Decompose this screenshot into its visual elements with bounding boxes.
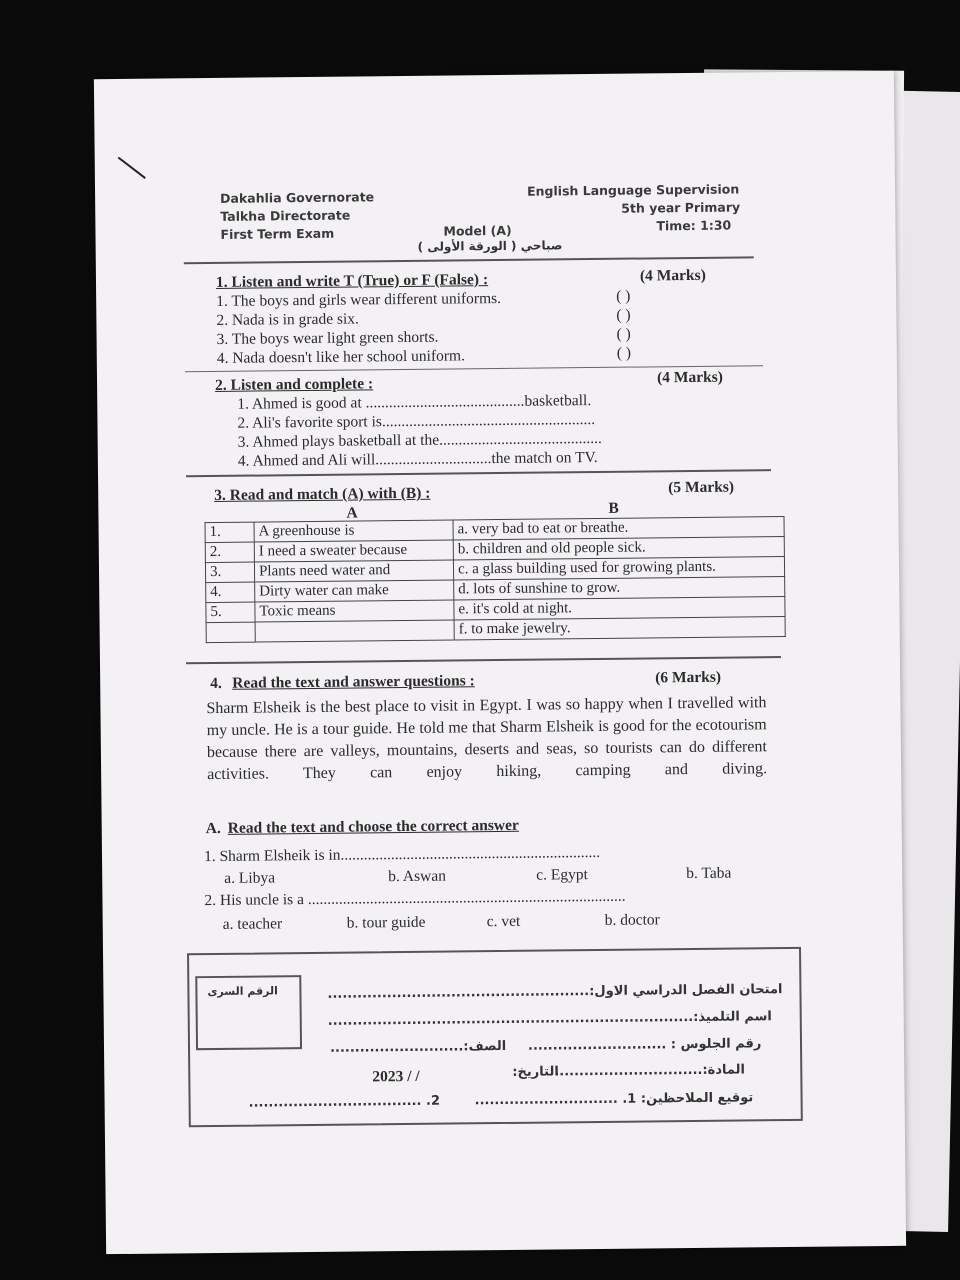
q1-answer-blank[interactable]: ( ) [616,344,632,362]
subject-line: المادة:.............................. [554,1062,745,1080]
seat-number-line: رقم الجلوس : ............................ [527,1036,762,1054]
column-b-cell: e. it's cold at night. [454,597,785,620]
q4-marks: (6 Marks) [655,668,722,687]
student-name-line: اسم التلميذ:.......................................................................... [327,1009,772,1029]
date-value: 2023 / / [372,1067,420,1086]
row-number: 5. [206,602,255,623]
column-b-cell: b. children and old people sick. [453,537,784,560]
header-governorate: Dakahlia Governorate [220,189,375,206]
mcq-question: 2. His uncle is a .................................................................................. [204,887,626,910]
header-supervision: English Language Supervision [526,181,740,199]
q1-item: 4. Nada doesn't like her school uniform. [216,347,466,367]
exam-paper [94,71,906,1254]
header-year: 5th year Primary [621,199,741,216]
q2-divider [186,469,771,477]
row-number: 2. [205,542,254,563]
mcq-option[interactable]: a. Libya [224,869,276,887]
q1-item: 2. Nada is in grade six. [216,310,359,329]
q1-item: 1. The boys and girls wear different uniforms. [216,289,502,310]
header-divider [184,256,754,264]
pen-mark [118,157,146,179]
column-a-cell: I need a sweater because [254,540,453,562]
q4-title: Read the text and answer questions : [232,672,475,692]
column-a-cell: Dirty water can make [255,580,454,602]
header-exam: First Term Exam [220,225,335,242]
q1-answer-blank[interactable]: ( ) [616,287,631,305]
mcq-option[interactable]: b. doctor [604,911,660,929]
class-line: الصف:........................... [329,1038,507,1056]
mcq-option[interactable]: b. Aswan [388,867,447,886]
q2-item: 4. Ahmed and Ali will..............................the match on TV. [237,448,598,470]
header-model: Model (A) [443,222,512,239]
column-a-cell: A greenhouse is [254,520,453,542]
column-a-cell: Plants need water and [254,560,453,582]
q3-column-b: B [608,499,619,517]
column-b-cell: d. lots of sunshine to grow. [454,577,785,600]
q2-item: 2. Ali's favorite sport is....................................................... [237,410,596,432]
column-b-cell: c. a glass building used for growing plants. [453,557,784,580]
reading-passage: Sharm Elsheik is the best place to visit in Egypt. I was so happy when I travelled with my uncle. He is a tour guide. He told me that Sharm Elsheik is good for the ecotourism because there are valleys, mountains, deserts and seas, so tourists can do different activities. They can enjoy hiking, camping and diving. [206,694,768,784]
mcq-option[interactable]: b. tour guide [346,913,426,932]
q3-divider [186,656,781,664]
q3-column-a: A [346,504,358,522]
q1-item: 3. The boys wear light green shorts. [216,328,439,348]
header-directorate: Talkha Directorate [220,207,351,224]
row-number: 1. [205,522,254,543]
q2-marks: (4 Marks) [656,368,723,387]
observer-signature-2: 2. ................................... [248,1093,441,1111]
mcq-option[interactable]: b. Taba [686,864,732,883]
q3-title: 3. Read and match (A) with (B) : [214,484,431,504]
q3-marks: (5 Marks) [668,478,735,497]
q2-item: 3. Ahmed plays basketball at the.......................................... [237,429,602,451]
column-b-cell: f. to make jewelry. [454,617,785,640]
column-a-cell: Toxic means [255,600,454,622]
header-session: صباحي ( الورقة الأولى ) [417,238,563,254]
date-label: التاريخ: [512,1064,559,1080]
secret-number-label: الرقم السرى [207,984,278,999]
row-number: 4. [206,582,255,603]
exam-line: امتحان الفصل الدراسي الاول:..................................................... [327,982,783,1002]
q1-title: 1. Listen and write T (True) or F (False) : [215,271,489,291]
row-number [206,622,255,643]
q2-item: 1. Ahmed is good at .........................................basketball. [237,392,592,413]
mcq-option[interactable]: a. teacher [222,915,283,933]
mcq-option[interactable]: c. vet [486,912,521,931]
q4-part-a-title: Read the text and choose the correct answer [227,816,519,837]
q2-title: 2. Listen and complete : [214,375,374,394]
q3-match-table [205,516,786,643]
column-b-cell: a. very bad to eat or breathe. [453,517,784,540]
observer-signature-1: توقيع الملاحظين: 1. ............................. [474,1090,754,1109]
mcq-option[interactable]: c. Egypt [536,866,588,884]
header-time: Time: 1:30 [656,217,732,234]
column-a-cell [255,620,454,642]
q4-part-a-label: A. [205,819,221,838]
q1-answer-blank[interactable]: ( ) [616,325,631,343]
q1-answer-blank[interactable]: ( ) [616,306,631,324]
q1-marks: (4 Marks) [639,266,706,285]
q4-number: 4. [210,674,222,693]
row-number: 3. [205,562,254,583]
mcq-question: 1. Sharm Elsheik is in................................................................... [203,843,601,866]
